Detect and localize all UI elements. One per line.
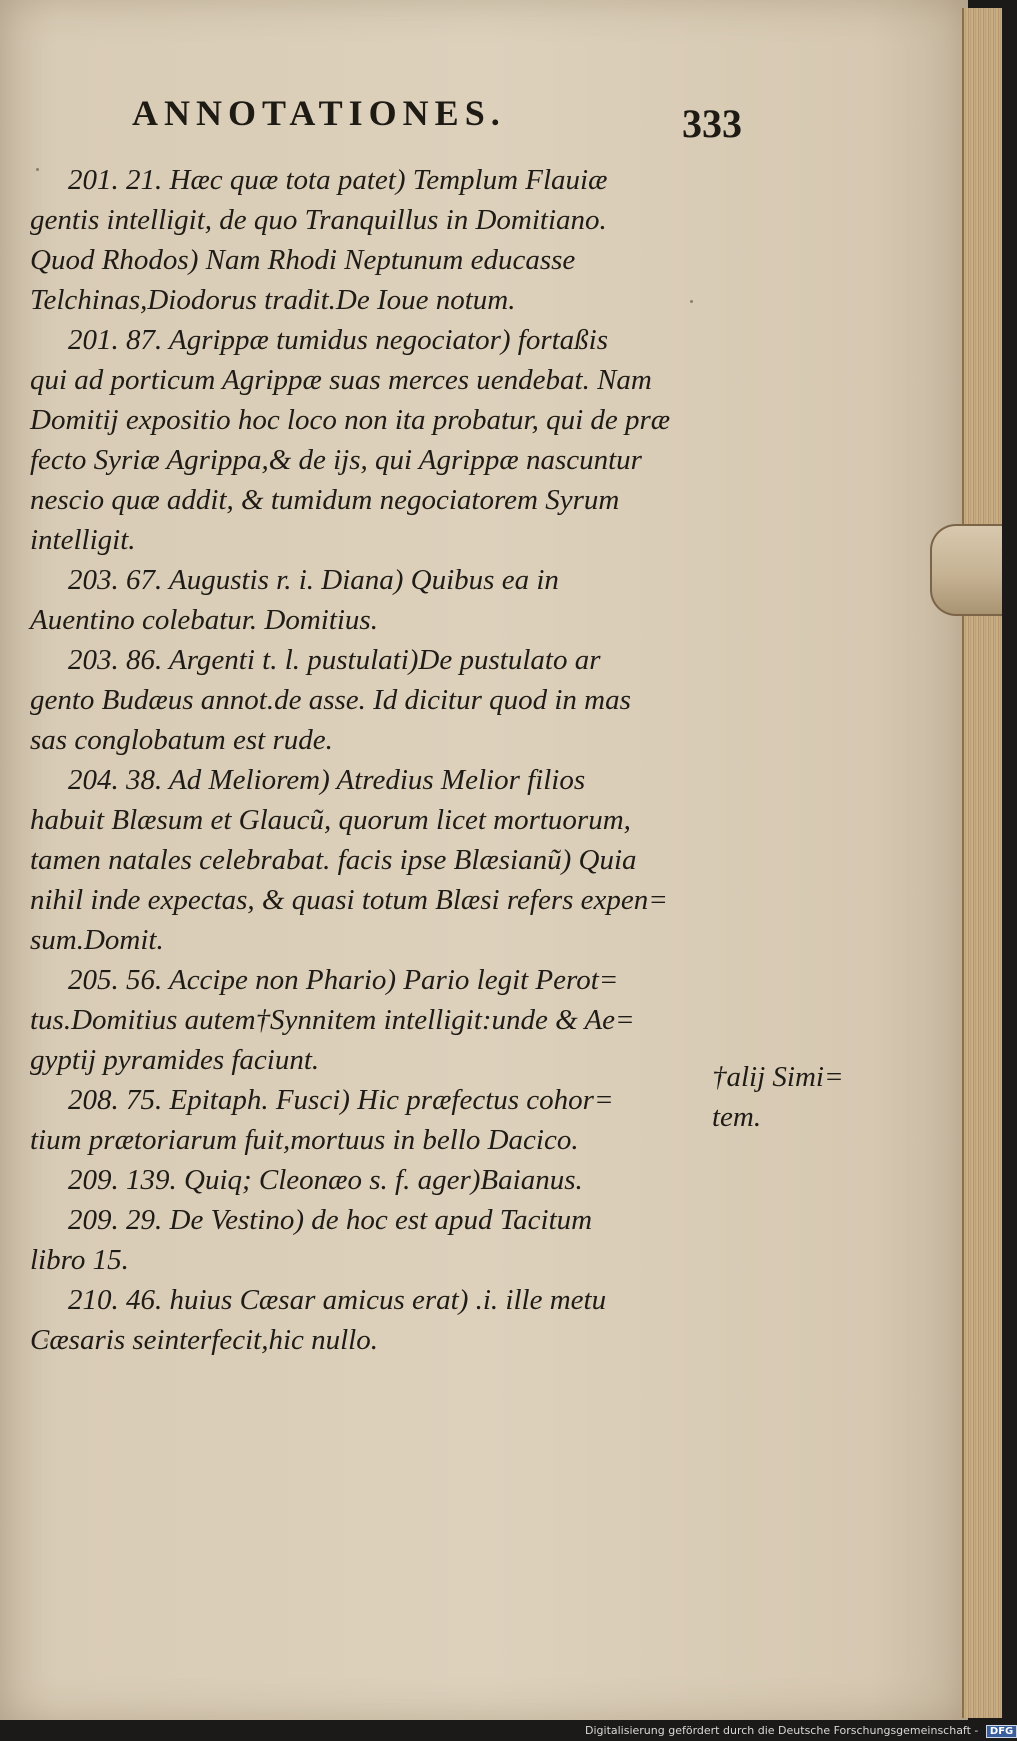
annotation-entry: [30, 560, 710, 640]
entry-lemma-line: 201. 21. Hæc quæ tota patet) Templum Flauiæ: [68, 164, 608, 196]
running-head: ANNOTATIONES.: [132, 93, 506, 133]
annotation-entry: [30, 1160, 710, 1200]
margin-note-line: †alij Simi=: [712, 1061, 844, 1093]
entry-line: gentis intelligit, de quo Tranquillus in Domitiano.: [30, 204, 607, 236]
entry-line: fecto Syriæ Agrippa,& de ijs, qui Agrippæ nascuntur: [30, 444, 642, 476]
page-edges: [962, 8, 1002, 1718]
entry-lemma-line: 209. 139. Quiq; Cleonæo s. f. ager)Baianus.: [68, 1164, 583, 1196]
entry-lemma-line: 209. 29. De Vestino) de hoc est apud Tacitum: [68, 1204, 593, 1236]
entry-line: qui ad porticum Agrippæ suas merces uendebat. Nam: [30, 364, 652, 396]
entry-line: Cæsaris seinterfecit,hic nullo.: [30, 1324, 378, 1356]
entry-line: Quod Rhodos) Nam Rhodi Neptunum educasse: [30, 244, 576, 276]
entry-line: nescio quæ addit, & tumidum negociatorem Syrum: [30, 484, 620, 516]
annotation-entry: [30, 320, 710, 560]
entry-lemma-line: 203. 67. Augustis r. i. Diana) Quibus ea in: [68, 564, 559, 596]
entry-line: nihil inde expectas, & quasi totum Blæsi refers expen=: [30, 884, 668, 916]
entry-lemma-line: 204. 38. Ad Meliorem) Atredius Melior filios: [68, 764, 586, 796]
entry-line: habuit Blæsum et Glaucũ, quorum licet mortuorum,: [30, 804, 631, 836]
annotation-entry: [30, 1280, 710, 1360]
entry-lemma-line: 210. 46. huius Cæsar amicus erat) .i. ille metu: [68, 1284, 607, 1316]
entry-line: sas conglobatum est rude.: [30, 724, 333, 756]
entry-line: tamen natales celebrabat. facis ipse Blæsianũ) Quia: [30, 844, 637, 876]
entry-line: tium prætoriarum fuit,mortuus in bello Dacico.: [30, 1124, 579, 1156]
book-clasp: [930, 524, 1002, 616]
entry-lemma-line: 205. 56. Accipe non Phario) Pario legit Perot=: [68, 964, 619, 996]
entry-lemma-line: 203. 86. Argenti t. l. pustulati)De pustulato ar: [68, 644, 601, 676]
annotation-entry: [30, 640, 710, 760]
entry-line: gento Budæus annot.de asse. Id dicitur quod in mas: [30, 684, 631, 716]
entry-line: Telchinas,Diodorus tradit.De Ioue notum.: [30, 284, 516, 316]
entry-line: Auentino colebatur. Domitius.: [30, 604, 378, 636]
page-number: 333: [682, 101, 742, 146]
entry-lemma-line: 208. 75. Epitaph. Fusci) Hic præfectus cohor=: [68, 1084, 614, 1116]
digitization-credit: [585, 1724, 1017, 1738]
margin-note-line: tem.: [712, 1101, 762, 1133]
entry-line: sum.Domit.: [30, 924, 164, 956]
annotation-entry: [30, 960, 710, 1080]
credit-text: Digitalisierung gefördert durch die Deutsche Forschungsgemeinschaft -: [585, 1724, 979, 1737]
annotation-entry: [30, 1200, 710, 1280]
entry-line: tus.Domitius autem†Synnitem intelligit:unde & Ae=: [30, 1004, 635, 1036]
entry-line: Domitij expositio hoc loco non ita probatur, qui de præ: [30, 404, 671, 436]
annotation-text: [30, 160, 710, 1360]
entry-line: gyptij pyramides faciunt.: [30, 1044, 320, 1076]
dfg-logo-icon: DFG: [986, 1725, 1017, 1738]
entry-lemma-line: 201. 87. Agrippæ tumidus negociator) fortaßis: [68, 324, 609, 356]
entry-line: libro 15.: [30, 1244, 129, 1276]
annotation-entry: [30, 160, 710, 320]
annotation-entry: [30, 760, 710, 960]
annotation-entry: [30, 1080, 710, 1160]
entry-line: intelligit.: [30, 524, 136, 556]
margin-note: [712, 1057, 844, 1137]
